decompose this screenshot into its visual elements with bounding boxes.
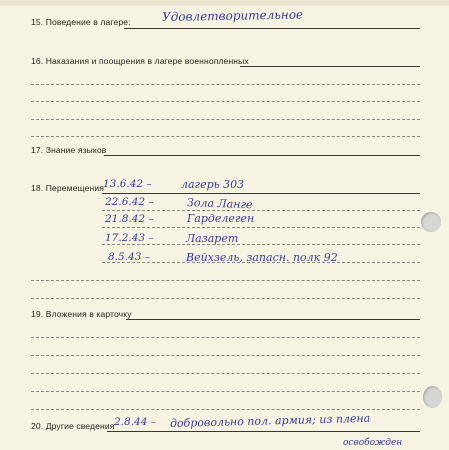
top-edge [0,0,449,6]
field-20-label: 20. Другие сведения [31,421,115,431]
move-date-3: 21.8.42 – [105,213,154,225]
field-20-line [107,431,420,432]
field-18-line-2 [102,227,420,228]
field-20-date: 2.8.44 – [114,416,156,428]
move-place-2: Зола Ланге [186,196,253,212]
field-16-line-1 [31,84,420,85]
field-19-line-4 [31,391,420,392]
move-date-1: 13.6.42 – [103,178,152,190]
field-16-line-3 [31,119,420,120]
field-18-line-1 [102,210,420,211]
field-19-line-0 [126,319,420,320]
field-17-line [104,155,420,156]
field-20-text: добровольно пол. армия; из плена [169,411,371,430]
move-place-1: лагерь 303 [181,178,245,191]
field-19-line-2 [31,355,420,356]
field-19-line-3 [31,373,420,374]
move-place-4: Лазарет [186,232,239,245]
move-place-3: Гарделеген [187,212,255,225]
punch-hole-lower [423,386,442,408]
field-20-text-2: освобожден [343,438,403,448]
field-15-value: Удовлетворительное [161,7,304,24]
field-19-line-5 [31,409,420,410]
move-date-5: 8.5.43 – [108,251,150,263]
field-16-line-0 [240,66,420,67]
field-17-label: 17. Знание языков [31,145,107,155]
move-place-5: Вейхзель, запасн. полк 92 [186,251,338,264]
field-19-line-1 [31,337,420,338]
field-18-line-0 [102,193,420,194]
field-16-line-2 [31,101,420,102]
field-16-label: 16. Наказания и поощрения в лагере военнопленных [31,56,249,66]
field-15-line [124,28,420,29]
field-18-line-5 [31,280,420,281]
field-18-label: 18. Перемещения [31,183,104,193]
field-15-label: 15. Поведение в лагере: [31,17,131,27]
field-18-line-3 [102,244,420,245]
punch-hole-upper [421,212,441,232]
field-16-line-4 [31,136,420,137]
field-19-label: 19. Вложения в карточку [31,309,132,319]
move-date-2: 22.6.42 – [105,196,154,208]
move-date-4: 17.2.43 – [105,232,154,244]
field-18-line-6 [31,298,420,299]
